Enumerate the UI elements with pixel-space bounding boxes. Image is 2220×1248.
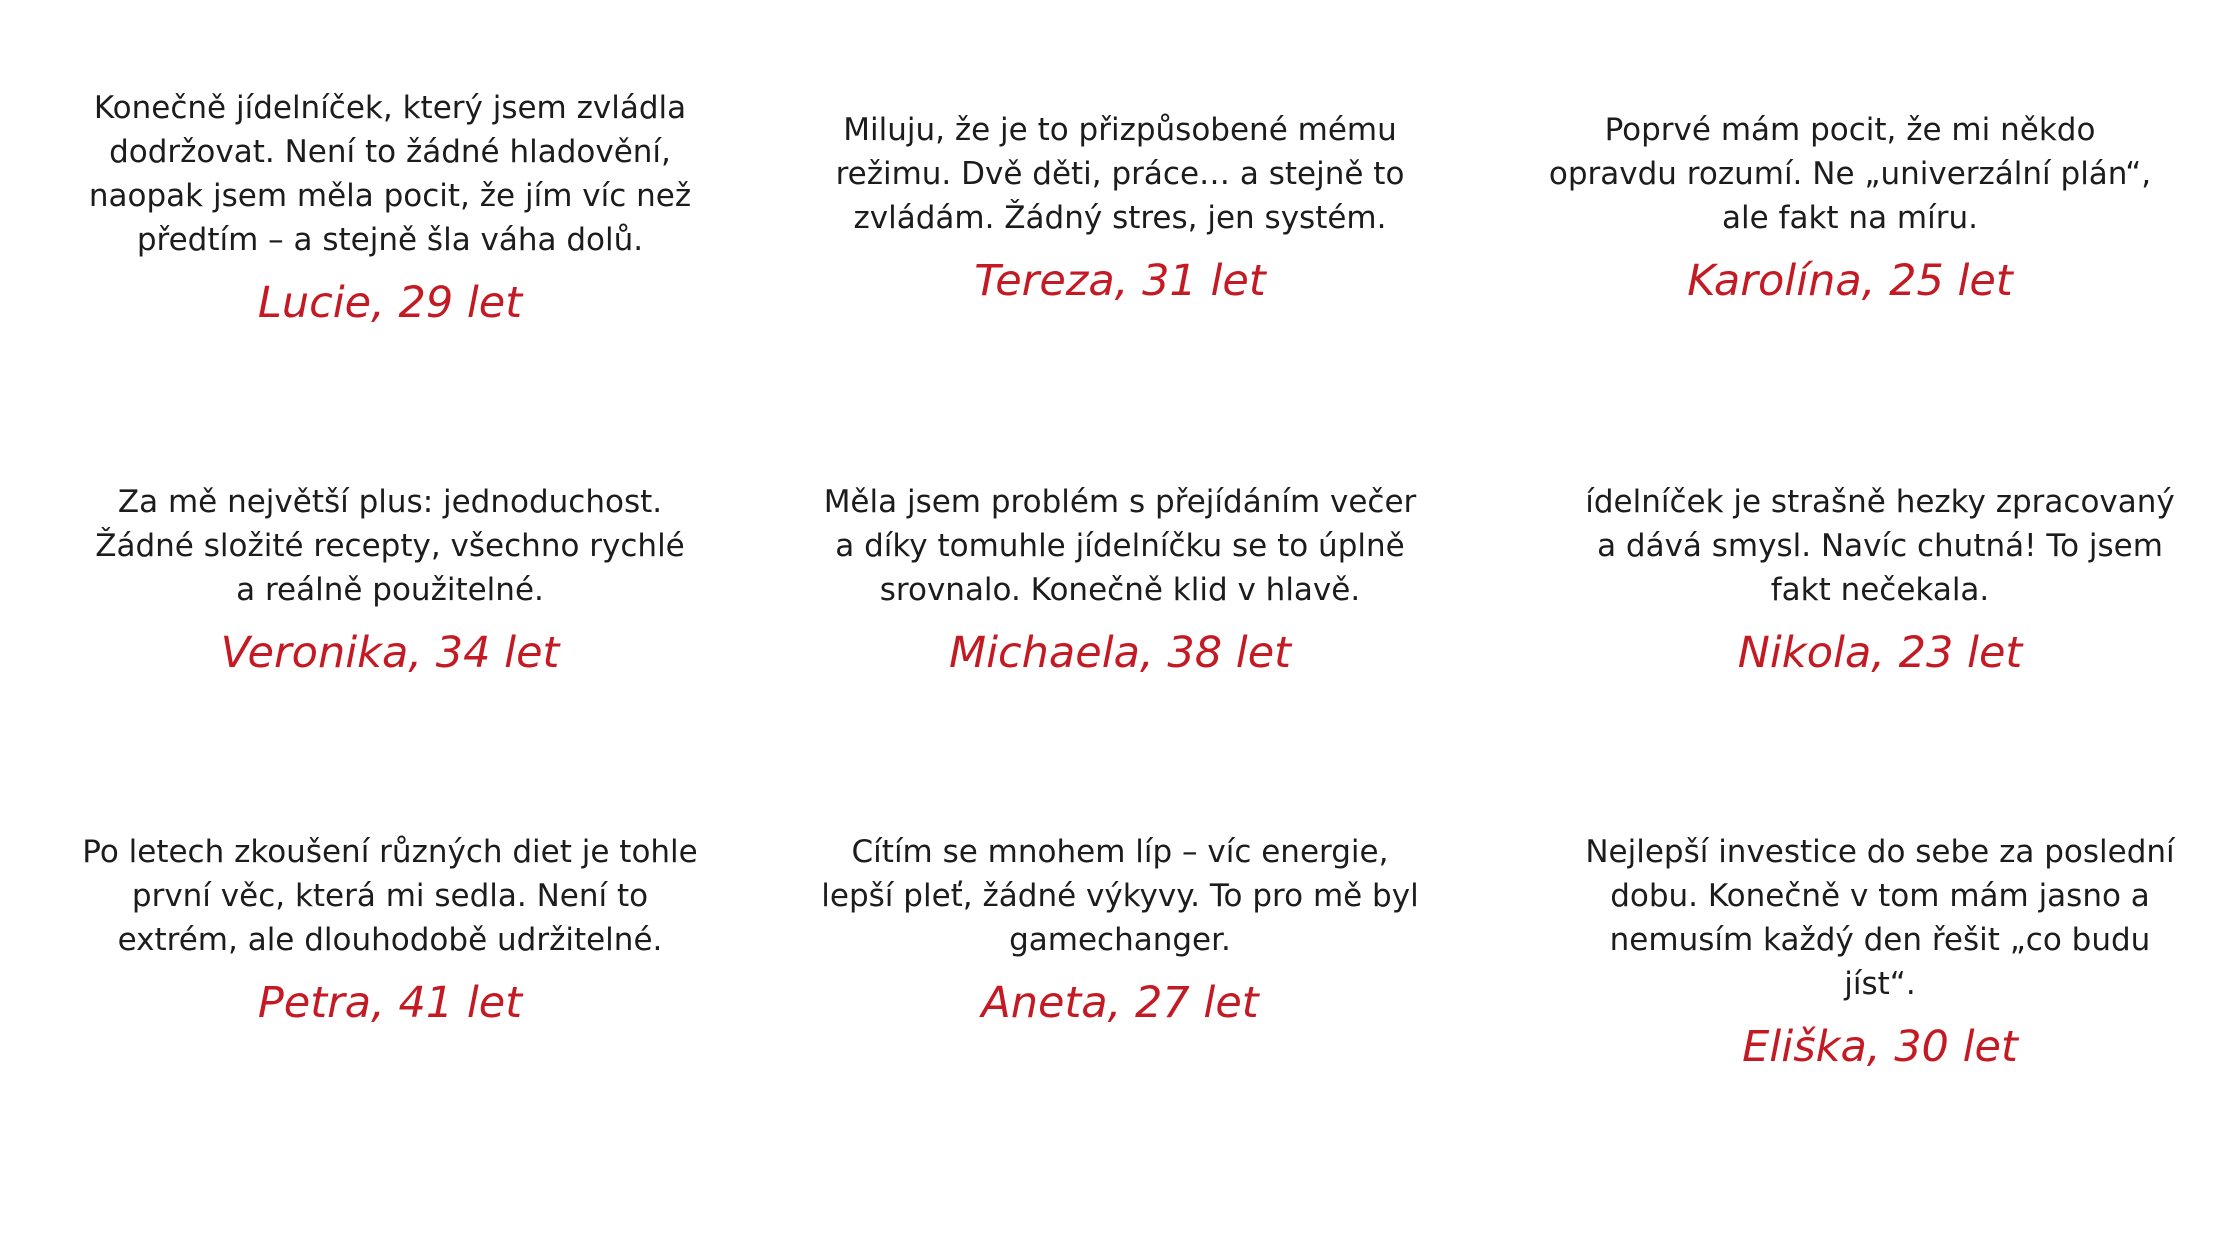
testimonial-quote — [770, 108, 1470, 240]
quote-line: Cítím se mnohem líp – víc energie, — [851, 834, 1389, 870]
quote-line: nemusím každý den řešit „co budu — [1609, 922, 2151, 958]
testimonial-author: Karolína, 25 let — [1687, 256, 2013, 306]
testimonial-quote — [1530, 480, 2220, 612]
quote-line: Za mě největší plus: jednoduchost. — [117, 484, 663, 520]
testimonial-author: Michaela, 38 let — [948, 628, 1292, 678]
testimonial-quote — [770, 480, 1470, 612]
quote-line: ídelníček je strašně hezky zpracovaný — [1585, 484, 2175, 520]
quote-line: Měla jsem problém s přejídáním večer — [823, 484, 1417, 520]
quote-line: a díky tomuhle jídelníčku se to úplně — [835, 528, 1405, 564]
testimonial-author: Eliška, 30 let — [1742, 1022, 2018, 1072]
quote-line: lepší pleť, žádné výkyvy. To pro mě byl — [821, 878, 1419, 914]
testimonial-card — [40, 86, 740, 328]
quote-line: první věc, která mi sedla. Není to — [131, 878, 649, 914]
testimonial-card — [1500, 108, 2200, 306]
testimonial-card — [770, 108, 1470, 306]
quote-line: předtím – a stejně šla váha dolů. — [136, 222, 644, 258]
quote-line: Miluju, že je to přizpůsobené mému — [843, 112, 1397, 148]
quote-line: Po letech zkoušení různých diet je tohle — [82, 834, 698, 870]
testimonial-quote — [770, 830, 1470, 962]
testimonial-quote — [1530, 830, 2220, 1006]
quote-line: naopak jsem měla pocit, že jím víc než — [88, 178, 692, 214]
testimonial-quote — [40, 86, 740, 262]
testimonial-card — [770, 830, 1470, 1028]
quote-line: Konečně jídelníček, který jsem zvládla — [93, 90, 687, 126]
testimonial-card — [770, 480, 1470, 678]
quote-line: režimu. Dvě děti, práce… a stejně to — [835, 156, 1405, 192]
testimonial-author: Aneta, 27 let — [981, 978, 1259, 1028]
testimonial-card — [1530, 830, 2220, 1072]
testimonial-author: Veronika, 34 let — [220, 628, 560, 678]
testimonial-card — [1530, 480, 2220, 678]
testimonial-quote — [1500, 108, 2200, 240]
testimonial-author: Nikola, 23 let — [1737, 628, 2023, 678]
testimonial-card — [40, 830, 740, 1028]
quote-line: Nejlepší investice do sebe za poslední — [1585, 834, 2175, 870]
quote-line: zvládám. Žádný stres, jen systém. — [853, 200, 1387, 236]
testimonial-author: Tereza, 31 let — [974, 256, 1266, 306]
testimonial-card — [40, 480, 740, 678]
quote-line: jíst“. — [1844, 966, 1916, 1002]
quote-line: ale fakt na míru. — [1722, 200, 1978, 236]
quote-line: a dává smysl. Navíc chutná! To jsem — [1597, 528, 2163, 564]
testimonial-author: Petra, 41 let — [257, 978, 523, 1028]
quote-line: Žádné složité recepty, všechno rychlé — [95, 528, 685, 564]
quote-line: dodržovat. Není to žádné hladovění, — [109, 134, 671, 170]
quote-line: Poprvé mám pocit, že mi někdo — [1604, 112, 2096, 148]
testimonial-author: Lucie, 29 let — [257, 278, 523, 328]
quote-line: a reálně použitelné. — [236, 572, 544, 608]
testimonial-quote — [40, 480, 740, 612]
quote-line: fakt nečekala. — [1770, 572, 1990, 608]
quote-line: srovnalo. Konečně klid v hlavě. — [879, 572, 1361, 608]
testimonial-quote — [40, 830, 740, 962]
quote-line: gamechanger. — [1009, 922, 1231, 958]
quote-line: dobu. Konečně v tom mám jasno a — [1610, 878, 2150, 914]
quote-line: extrém, ale dlouhodobě udržitelné. — [117, 922, 663, 958]
quote-line: opravdu rozumí. Ne „univerzální plán“, — [1548, 156, 2152, 192]
